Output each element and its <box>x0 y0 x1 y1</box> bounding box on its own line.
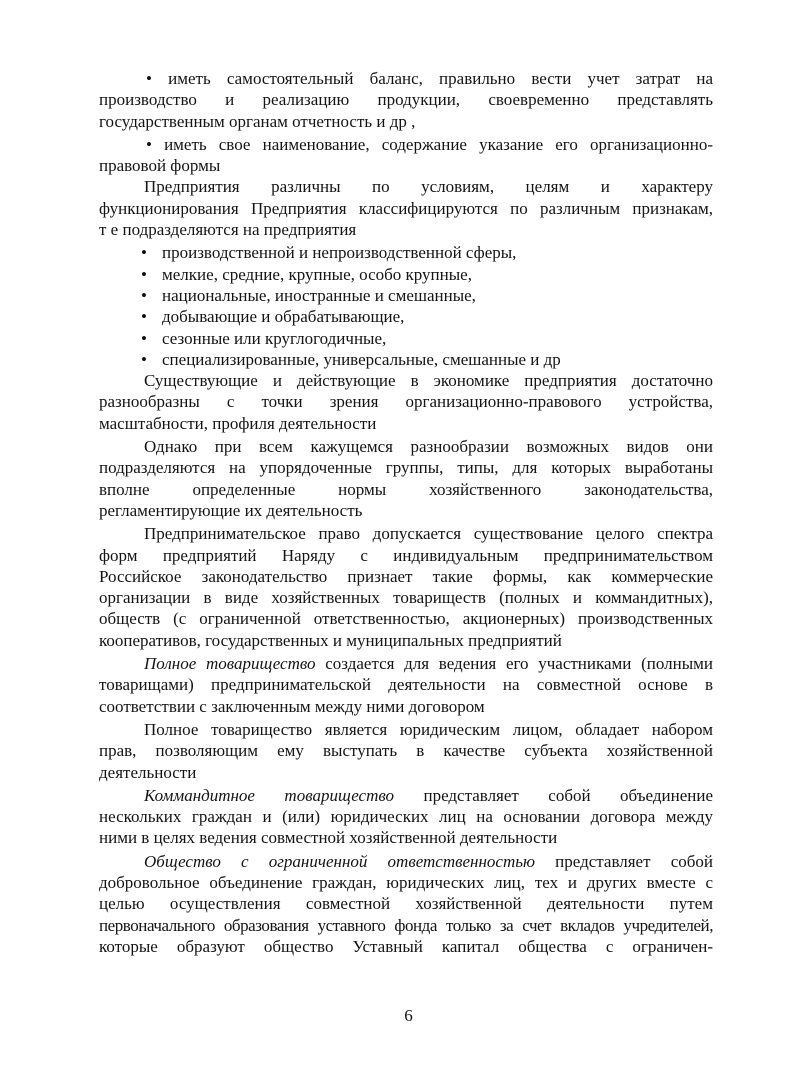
text-line: Коммандитное товарищество представляет собой объединение <box>144 785 714 805</box>
list-item-label: производственной и непроизводственной сферы, <box>162 243 517 263</box>
text-line: производство и реализацию продукции, своевременно представлять <box>99 90 713 110</box>
text-line: кооперативов, государственных и муниципальных предприятий <box>99 630 562 650</box>
text-line: Существующие и действующие в экономике предприятия достаточно <box>144 371 713 391</box>
list-item <box>99 285 713 306</box>
text-line: правовой формы <box>99 156 221 176</box>
text-line: форм предприятий Наряду с индивидуальным предпринимательством <box>99 545 713 565</box>
list-item <box>99 349 713 370</box>
text-line: Предпринимательское право допускается существование целого спектра <box>144 524 713 544</box>
text-line: государственным органам отчетность и др , <box>99 111 416 131</box>
list-item-label: национальные, иностранные и смешанные, <box>162 285 476 305</box>
list-item-label: специализированные, универсальные, смешанные и др <box>162 349 561 369</box>
text-line: регламентирующие их деятельность <box>99 500 363 520</box>
text-line: организации в виде хозяйственных товариществ (полных и коммандитных), <box>99 588 713 608</box>
term-emphasis: Полное товарищество <box>144 654 316 674</box>
text-line: Предприятия различны по условиям, целям и характеру <box>144 177 713 197</box>
bullet-icon: • <box>141 307 147 327</box>
text-line: вполне определенные нормы хозяйственного законодательства, <box>99 479 713 499</box>
page-text <box>99 68 713 957</box>
list-item <box>99 306 713 327</box>
list-item <box>99 242 713 263</box>
text-line: Полное товарищество создается для ведения его участниками (полными <box>144 654 714 674</box>
text-line: которые образуют общество Уставный капитал общества с ограничен- <box>99 936 713 956</box>
bullet-icon: • <box>141 328 147 348</box>
text-line: товарищами) предпринимательской деятельности на совместной основе в <box>99 675 713 695</box>
term-emphasis: Коммандитное товарищество <box>144 785 395 805</box>
text-line: добровольное объединение граждан, юридических лиц, тех и других вместе с <box>99 872 713 892</box>
text-line: Общество с ограниченной ответственностью представляет собой <box>144 851 713 871</box>
text-line: первоначального образования уставного фонда только за счет вкладов учредителей, <box>99 915 713 935</box>
text-line: т е подразделяются на предприятия <box>99 220 357 240</box>
page-number: 6 <box>404 1006 413 1025</box>
text-line: нескольких граждан и (или) юридических лиц на основании договора между <box>99 807 713 827</box>
text-line: прав, позволяющим ему выступать в качестве субъекта хозяйственной <box>99 741 713 761</box>
term-emphasis: Общество с ограниченной ответственностью <box>144 851 535 871</box>
text-line: разнообразны с точки зрения организационно-правового устройства, <box>99 392 713 412</box>
text-line: • иметь свое наименование, содержание указание его организационно- <box>146 134 713 154</box>
list-item-label: мелкие, средние, крупные, особо крупные, <box>162 264 472 284</box>
bullet-icon: • <box>141 264 147 284</box>
text-line: подразделяются на упорядоченные группы, типы, для которых выработаны <box>99 458 713 478</box>
list-item-label: добывающие и обрабатывающие, <box>162 307 405 327</box>
text-line: деятельности <box>99 762 197 782</box>
list-item <box>99 328 713 349</box>
text-line: • иметь самостоятельный баланс, правильно вести учет затрат на <box>146 69 713 88</box>
text-line: целью осуществления совместной хозяйственной деятельности путем <box>99 894 713 914</box>
text-line: ними в целях ведения совместной хозяйственной деятельности <box>99 828 558 848</box>
bullet-icon: • <box>141 285 147 305</box>
text-line: Однако при всем кажущемся разнообразии возможных видов они <box>144 437 713 457</box>
list-item-label: сезонные или круглогодичные, <box>162 328 387 348</box>
bullet-icon: • <box>141 349 147 369</box>
text-line: функционирования Предприятия классифицируются по различным признакам, <box>99 198 713 218</box>
text-line: Российское законодательство признает такие формы, как коммерческие <box>99 566 713 586</box>
text-line: обществ (с ограниченной ответственностью, акционерных) производственных <box>99 609 713 629</box>
text-line: масштабности, профиля деятельности <box>99 413 377 433</box>
text-line: соответствии с заключенным между ними договором <box>99 696 485 716</box>
bullet-icon: • <box>141 243 147 263</box>
text-line: Полное товарищество является юридическим лицом, обладает набором <box>144 719 713 739</box>
list-item <box>99 264 713 285</box>
